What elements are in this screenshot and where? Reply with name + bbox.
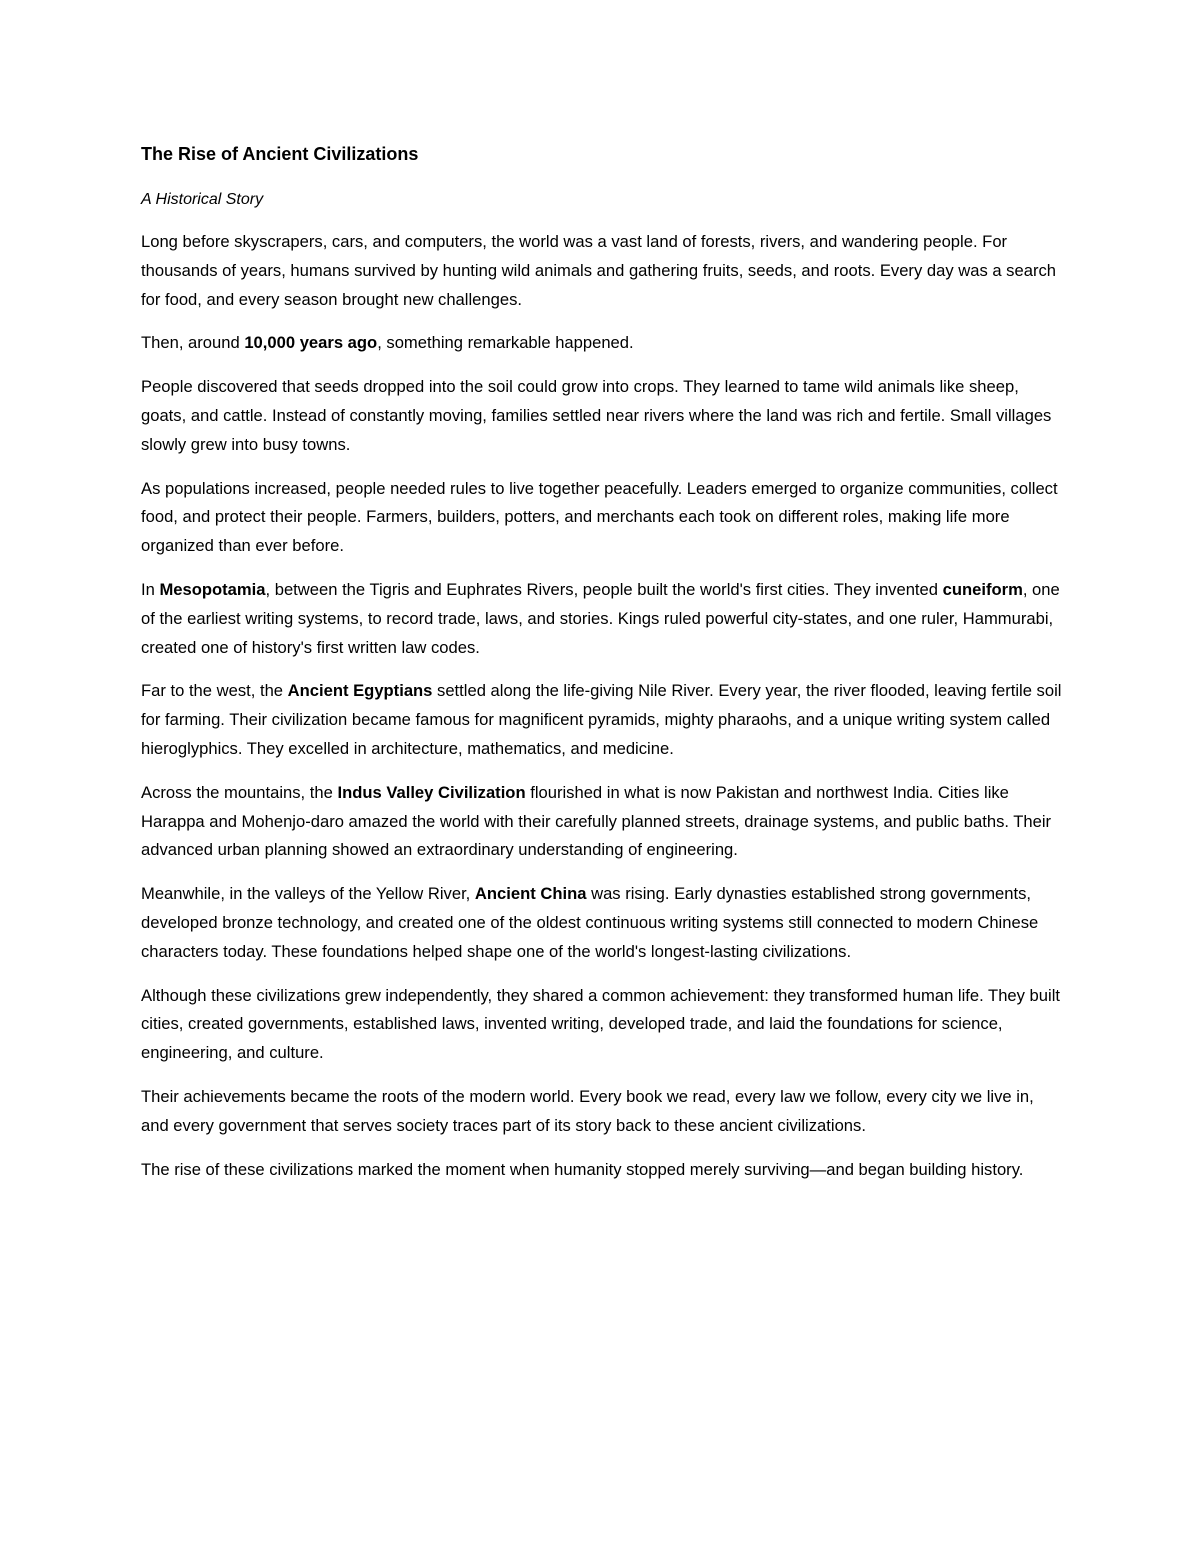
paragraph-text: Long before skyscrapers, cars, and computers, the world was a vast land of forests, rivers, and wandering people. For thousands of years, humans survived by hunting wild animals and gathering fruits, seeds, and roots. Every day was a search for food, and every season brought new challenges.	[141, 232, 1056, 309]
document-title: The Rise of Ancient Civilizations	[141, 144, 419, 164]
paragraph-text: settled along the life-giving Nile River. Every year, the river flooded, leaving fertile soil for farming. Their civilization became famous for magnificent pyramids, mighty pharaohs, and a unique writing system called hieroglyphics. They excelled in architecture, mathematics, and medicine.	[141, 681, 1062, 758]
document-page	[141, 140, 1063, 1199]
paragraph-text: People discovered that seeds dropped into the soil could grow into crops. They learned to tame wild animals like sheep, goats, and cattle. Instead of constantly moving, families settled near rivers where the land was rich and fertile. Small villages slowly grew into busy towns.	[141, 377, 1052, 454]
body-paragraph	[141, 982, 1063, 1068]
document-body	[141, 228, 1063, 1184]
document-subtitle: A Historical Story	[141, 191, 264, 208]
paragraph-text: flourished in what is now Pakistan and northwest India. Cities like Harappa and Mohenjo-daro amazed the world with their carefully planned streets, drainage systems, and public baths. Their advanced urban planning showed an extraordinary understanding of engineering.	[141, 782, 1052, 860]
paragraph-text: was rising. Early dynasties established strong governments, developed bronze technology, and created one of the oldest continuous writing systems still connected to modern Chinese characters today. These foundations helped shape one of the world's longest-lasting civilizations.	[141, 884, 1039, 961]
bold-term: 10,000 years ago	[244, 333, 378, 353]
paragraph-text: Then, around	[141, 333, 245, 353]
body-paragraph	[141, 576, 1063, 662]
body-paragraph	[141, 779, 1063, 865]
bold-term: Mesopotamia	[159, 579, 266, 599]
body-paragraph	[141, 1083, 1063, 1141]
body-paragraph	[141, 329, 1063, 358]
paragraph-text: In	[141, 579, 160, 599]
paragraph-text: , something remarkable happened.	[377, 333, 634, 353]
bold-term: Ancient Egyptians	[287, 681, 433, 701]
body-paragraph	[141, 677, 1063, 763]
body-paragraph	[141, 228, 1063, 314]
paragraph-text: , between the Tigris and Euphrates Rivers, people built the world's first cities. They invented	[265, 579, 943, 599]
paragraph-text: The rise of these civilizations marked the moment when humanity stopped merely surviving—and began building history.	[141, 1159, 1024, 1179]
paragraph-text: , one of the earliest writing systems, to record trade, laws, and stories. Kings ruled powerful city-states, and one ruler, Hammurabi, created one of history's first written law codes.	[141, 579, 1060, 657]
paragraph-text: Far to the west, the	[141, 681, 288, 701]
body-paragraph	[141, 880, 1063, 966]
bold-term: cuneiform	[942, 579, 1023, 599]
body-paragraph	[141, 1156, 1063, 1185]
bold-term: Ancient China	[474, 884, 587, 904]
bold-term: Indus Valley Civilization	[337, 782, 526, 802]
paragraph-text: As populations increased, people needed rules to live together peacefully. Leaders emerged to organize communities, collect food, and protect their people. Farmers, builders, potters, and merchants each took on different roles, making life more organized than ever before.	[141, 478, 1058, 556]
paragraph-text: Their achievements became the roots of the modern world. Every book we read, every law we follow, every city we live in, and every government that serves society traces part of its story back to these ancient civilizations.	[141, 1086, 1034, 1135]
paragraph-text: Across the mountains, the	[141, 782, 338, 802]
paragraph-text: Meanwhile, in the valleys of the Yellow River,	[141, 884, 475, 904]
body-paragraph	[141, 475, 1063, 561]
paragraph-text: Although these civilizations grew independently, they shared a common achievement: they transformed human life. They built cities, created governments, established laws, invented writing, developed trade, and laid the foundations for science, engineering, and culture.	[141, 985, 1060, 1063]
body-paragraph	[141, 373, 1063, 459]
